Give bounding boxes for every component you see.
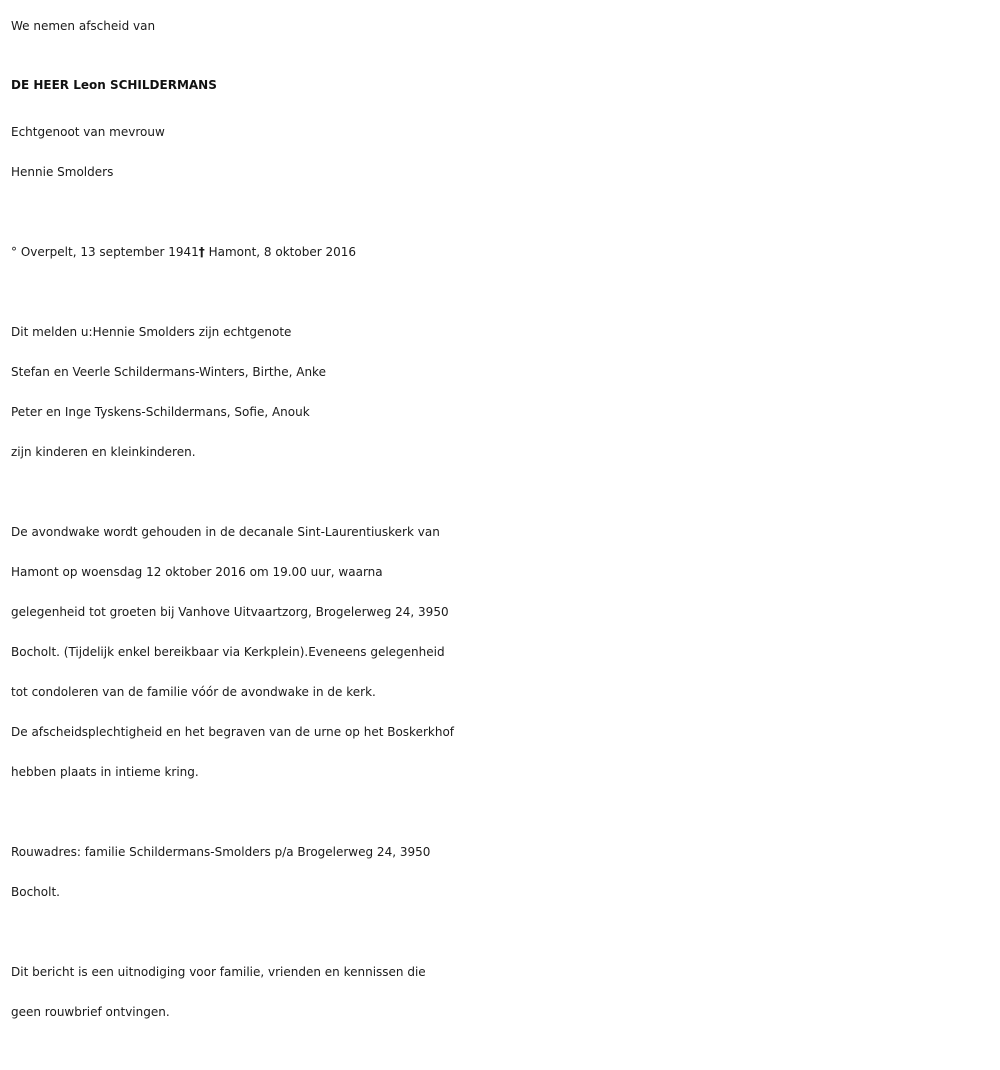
spacer [11, 272, 996, 312]
ceremony-line: hebben plaats in intieme kring. [11, 765, 199, 779]
intro-text: We nemen afscheid van [11, 19, 156, 33]
death-date: Hamont, 8 oktober 2016 [204, 245, 356, 259]
ceremony-line: Hamont op woensdag 12 oktober 2016 om 19.00 uur, waarna [11, 565, 383, 579]
ceremony-line: De avondwake wordt gehouden in de decanale Sint-Laurentiuskerk van [11, 525, 440, 539]
ceremony-line: tot condoleren van de familie vóór de avondwake in de kerk. [11, 685, 376, 699]
family-line: zijn kinderen en kleinkinderen. [11, 445, 196, 459]
spacer [11, 792, 996, 832]
family-line: Stefan en Veerle Schildermans-Winters, Birthe, Anke [11, 365, 326, 379]
dates-line [11, 232, 996, 272]
deceased-name: DE HEER Leon SCHILDERMANS [11, 78, 217, 92]
closing-line: geen rouwbrief ontvingen. [11, 1005, 170, 1019]
death-notice [11, 6, 996, 1032]
closing-line: Dit bericht is een uitnodiging voor familie, vrienden en kennissen die [11, 965, 426, 979]
cross-icon: † [198, 245, 205, 259]
spacer [11, 192, 996, 232]
spacer [11, 472, 996, 512]
address-line: Rouwadres: familie Schildermans-Smolders p/a Brogelerweg 24, 3950 [11, 845, 431, 859]
ceremony-line: De afscheidsplechtigheid en het begraven van de urne op het Boskerkhof [11, 725, 455, 739]
family-line: Peter en Inge Tyskens-Schildermans, Sofie, Anouk [11, 405, 310, 419]
spacer [11, 912, 996, 952]
spouse-line-1: Echtgenoot van mevrouw [11, 125, 165, 139]
family-line: Dit melden u:Hennie Smolders zijn echtgenote [11, 325, 292, 339]
ceremony-line: gelegenheid tot groeten bij Vanhove Uitvaartzorg, Brogelerweg 24, 3950 [11, 605, 449, 619]
address-line: Bocholt. [11, 885, 60, 899]
birth-date: ° Overpelt, 13 september 1941 [11, 245, 199, 259]
spouse-line-2: Hennie Smolders [11, 165, 114, 179]
ceremony-line: Bocholt. (Tijdelijk enkel bereikbaar via Kerkplein).Eveneens gelegenheid [11, 645, 445, 659]
